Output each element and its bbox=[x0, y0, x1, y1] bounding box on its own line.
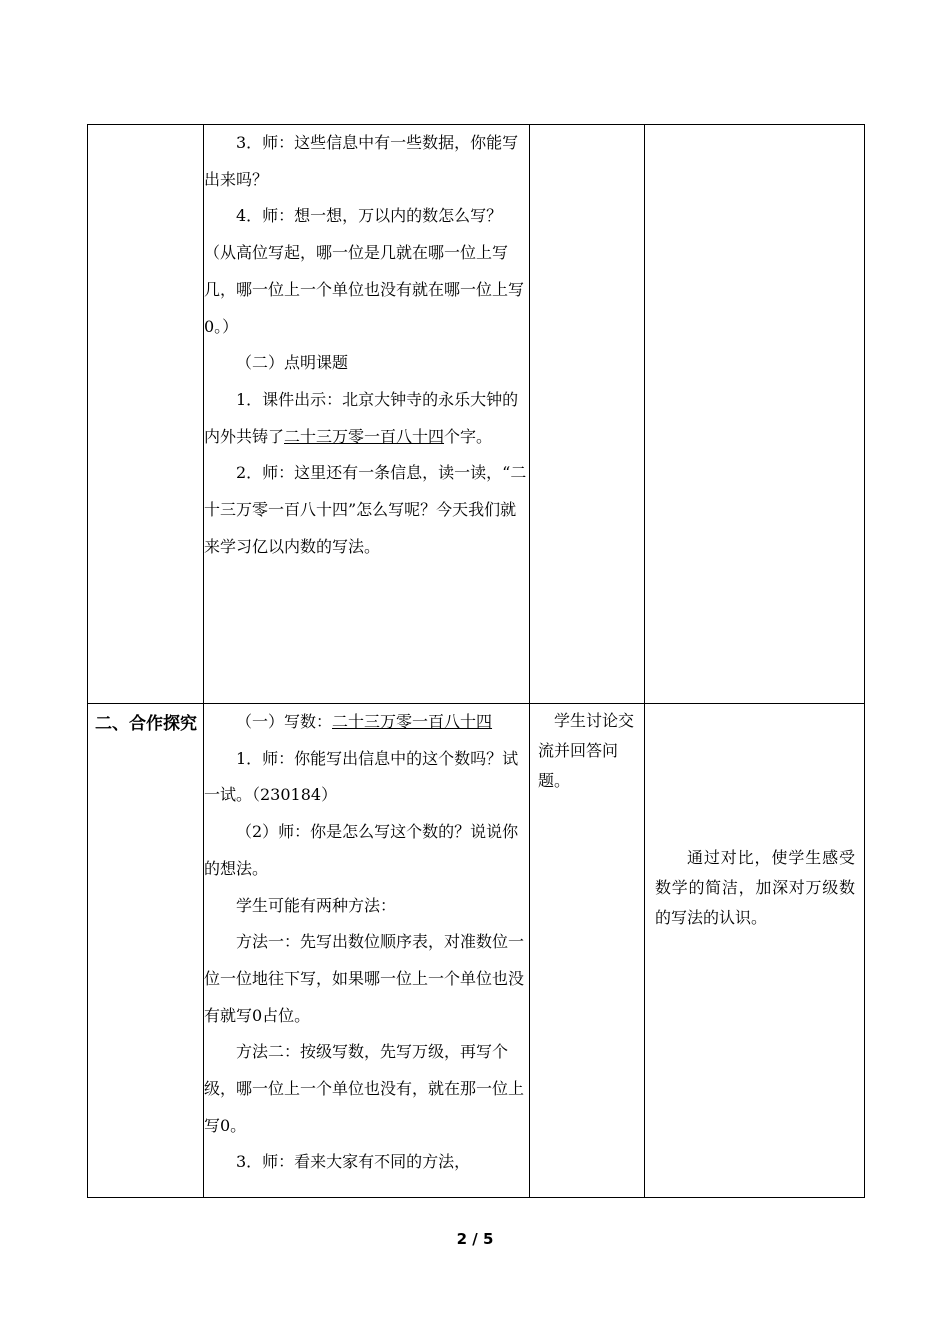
paragraph: 3．师：这些信息中有一些数据，你能写出来吗？ bbox=[204, 133, 519, 189]
paragraph: 学生可能有两种方法： bbox=[236, 895, 397, 915]
table-row bbox=[88, 125, 865, 704]
underlined-number: 二十三万零一百八十四 bbox=[332, 712, 493, 731]
paragraph: 方法二：按级写数，先写万级，再写个级，哪一位上一个单位也没有，就在那一位上写0。 bbox=[204, 1042, 525, 1135]
teacher-activity-cell bbox=[204, 704, 530, 1198]
design-intent-cell bbox=[645, 704, 865, 1198]
stage-cell bbox=[88, 125, 204, 704]
paragraph: 2．师：这里还有一条信息，读一读，“二十三万零一百八十四”怎么写呢？今天我们就来学习亿以内数的写法。 bbox=[204, 463, 527, 556]
student-activity-cell bbox=[530, 704, 645, 1198]
underlined-number: 二十三万零一百八十四 bbox=[284, 426, 445, 446]
paragraph: 方法一：先写出数位顺序表，对准数位一位一位地往下写，如果哪一位上一个单位也没有就写0占位。 bbox=[204, 932, 525, 1025]
paragraph: 1．课件出示：北京大钟寺的永乐大钟的内外共铸了二十三万零一百八十四个字。 bbox=[204, 389, 519, 446]
paragraph: （二）点明课题 bbox=[236, 353, 349, 373]
teacher-activity-cell bbox=[204, 125, 530, 704]
page-number: 2 / 5 bbox=[456, 1230, 494, 1248]
lesson-plan-table bbox=[87, 124, 865, 1198]
paragraph: （一）写数：二十三万零一百八十四 bbox=[236, 712, 493, 731]
paragraph: （2）师：你是怎么写这个数的？说说你的想法。 bbox=[204, 822, 519, 878]
student-activity-cell bbox=[530, 125, 645, 704]
student-activity-text: 学生讨论交流并回答问题。 bbox=[538, 711, 635, 790]
table-row bbox=[88, 704, 865, 1198]
paragraph: 3．师：看来大家有不同的方法， bbox=[236, 1152, 471, 1172]
section-title: 二、合作探究 bbox=[95, 714, 197, 734]
design-intent-cell bbox=[645, 125, 865, 704]
design-intent-text: 通过对比，使学生感受数学的简洁，加深对万级数的写法的认识。 bbox=[655, 848, 855, 927]
stage-cell bbox=[88, 704, 204, 1198]
paragraph: 1．师：你能写出信息中的这个数吗？试一试。（230184） bbox=[204, 748, 519, 805]
paragraph: 4．师：想一想，万以内的数怎么写？（从高位写起，哪一位是几就在哪一位上写几，哪一位上一个单位也没有就在哪一位上写0。） bbox=[204, 206, 525, 336]
